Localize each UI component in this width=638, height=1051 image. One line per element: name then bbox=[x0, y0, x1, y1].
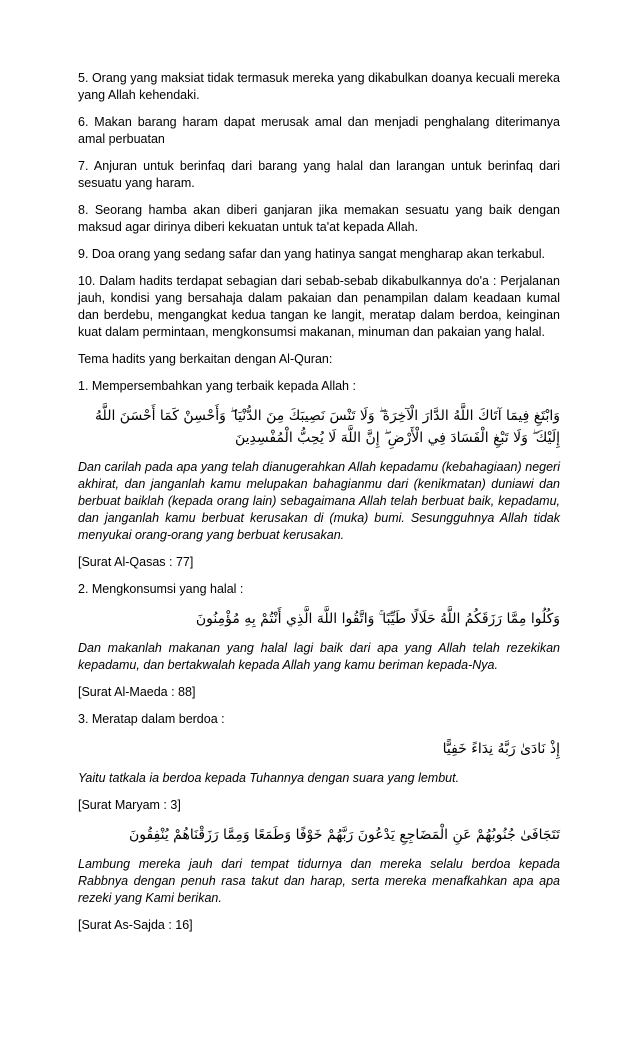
theme-3-translation-2: Lambung mereka jauh dari tempat tidurnya dan mereka selalu berdoa kepada Rabbnya dengan penuh rasa takut dan harap, serta mereka menafkahkan apa apa rezeki yang Kami berikan. bbox=[78, 857, 560, 905]
theme-3-translation: Yaitu tatkala ia berdoa kepada Tuhannya dengan suara yang lembut. bbox=[78, 771, 460, 785]
theme-1-source: [Surat Al-Qasas : 77] bbox=[78, 555, 194, 569]
point-8: 8. Seorang hamba akan diberi ganjaran jika memakan sesuatu yang baik dengan maksud agar dirinya diberi kekuatan untuk ta'at kepada Allah. bbox=[78, 203, 560, 234]
theme-3-arabic-verse-2: تَتَجَافَىٰ جُنُوبُهُمْ عَنِ الْمَضَاجِعِ يَدْعُونَ رَبَّهُمْ خَوْفًا وَطَمَعًا وَمِمَّا رَزَقْنَاهُمْ يُنْفِقُونَ bbox=[128, 827, 560, 843]
theme-title: Tema hadits yang berkaitan dengan Al-Quran: bbox=[78, 352, 333, 366]
theme-2-heading: 2. Mengkonsumsi yang halal : bbox=[78, 582, 244, 596]
theme-3-arabic-verse: إِذْ نَادَىٰ رَبَّهُ نِدَاءً خَفِيًّا bbox=[442, 741, 560, 757]
theme-3-heading: 3. Meratap dalam berdoa : bbox=[78, 712, 225, 726]
point-5: 5. Orang yang maksiat tidak termasuk mereka yang dikabulkan doanya kecuali mereka yang Allah kehendaki. bbox=[78, 71, 560, 102]
point-7: 7. Anjuran untuk berinfaq dari barang yang halal dan larangan untuk berinfaq dari sesuatu yang haram. bbox=[78, 159, 560, 190]
theme-1-translation: Dan carilah pada apa yang telah dianugerahkan Allah kepadamu (kebahagiaan) negeri akhirat, dan janganlah kamu melupakan bahagianmu dari (kenikmatan) duniawi dan berbuat baiklah (kepada orang lain) sebagaimana Allah telah berbuat baik, kepadamu, dan janganlah kamu berbuat kerusakan di (muka) bumi. Sesungguhnya Allah tidak menyukai orang-orang yang berbuat kerusakan. bbox=[78, 460, 560, 542]
theme-2-arabic-verse: وَكُلُوا مِمَّا رَزَقَكُمُ اللَّهُ حَلَالًا طَيِّبًا ۚ وَاتَّقُوا اللَّهَ الَّذِي أَنْتُمْ بِهِ مُؤْمِنُونَ bbox=[195, 611, 560, 627]
theme-2-source: [Surat Al-Maeda : 88] bbox=[78, 685, 196, 699]
point-10: 10. Dalam hadits terdapat sebagian dari sebab-sebab dikabulkannya do'a : Perjalanan jauh, kondisi yang bersahaja dalam pakaian dan penampilan dalam keadaan kumal dan berdebu, mengangkat kedua tangan ke langit, meratap dalam berdoa, keinginan kuat dalam permintaan, mengkonsumsi makanan, minuman dan pakaian yang halal. bbox=[78, 274, 560, 339]
theme-1-heading: 1. Mempersembahkan yang terbaik kepada Allah : bbox=[78, 379, 356, 393]
point-9: 9. Doa orang yang sedang safar dan yang hatinya sangat mengharap akan terkabul. bbox=[78, 247, 545, 261]
theme-3-source-2: [Surat As-Sajda : 16] bbox=[78, 918, 193, 932]
theme-1-arabic-verse: وَابْتَغِ فِيمَا آتَاكَ اللَّهُ الدَّارَ الْآخِرَةَ ۖ وَلَا تَنْسَ نَصِيبَكَ مِنَ الدُّنْيَا ۖ وَأَحْسِنْ كَمَا أَحْسَنَ اللَّهُ إِلَيْكَ ۖ وَلَا تَبْغِ الْفَسَادَ فِي الْأَرْضِ ۖ إِنَّ اللَّهَ لَا يُحِبُّ الْمُفْسِدِينَ bbox=[95, 408, 560, 446]
theme-3-source: [Surat Maryam : 3] bbox=[78, 798, 181, 812]
point-6: 6. Makan barang haram dapat merusak amal dan menjadi penghalang diterimanya amal perbuatan bbox=[78, 115, 560, 146]
theme-2-translation: Dan makanlah makanan yang halal lagi baik dari apa yang Allah telah rezekikan kepadamu, dan bertakwalah kepada Allah yang kamu beriman kepada-Nya. bbox=[78, 641, 560, 672]
